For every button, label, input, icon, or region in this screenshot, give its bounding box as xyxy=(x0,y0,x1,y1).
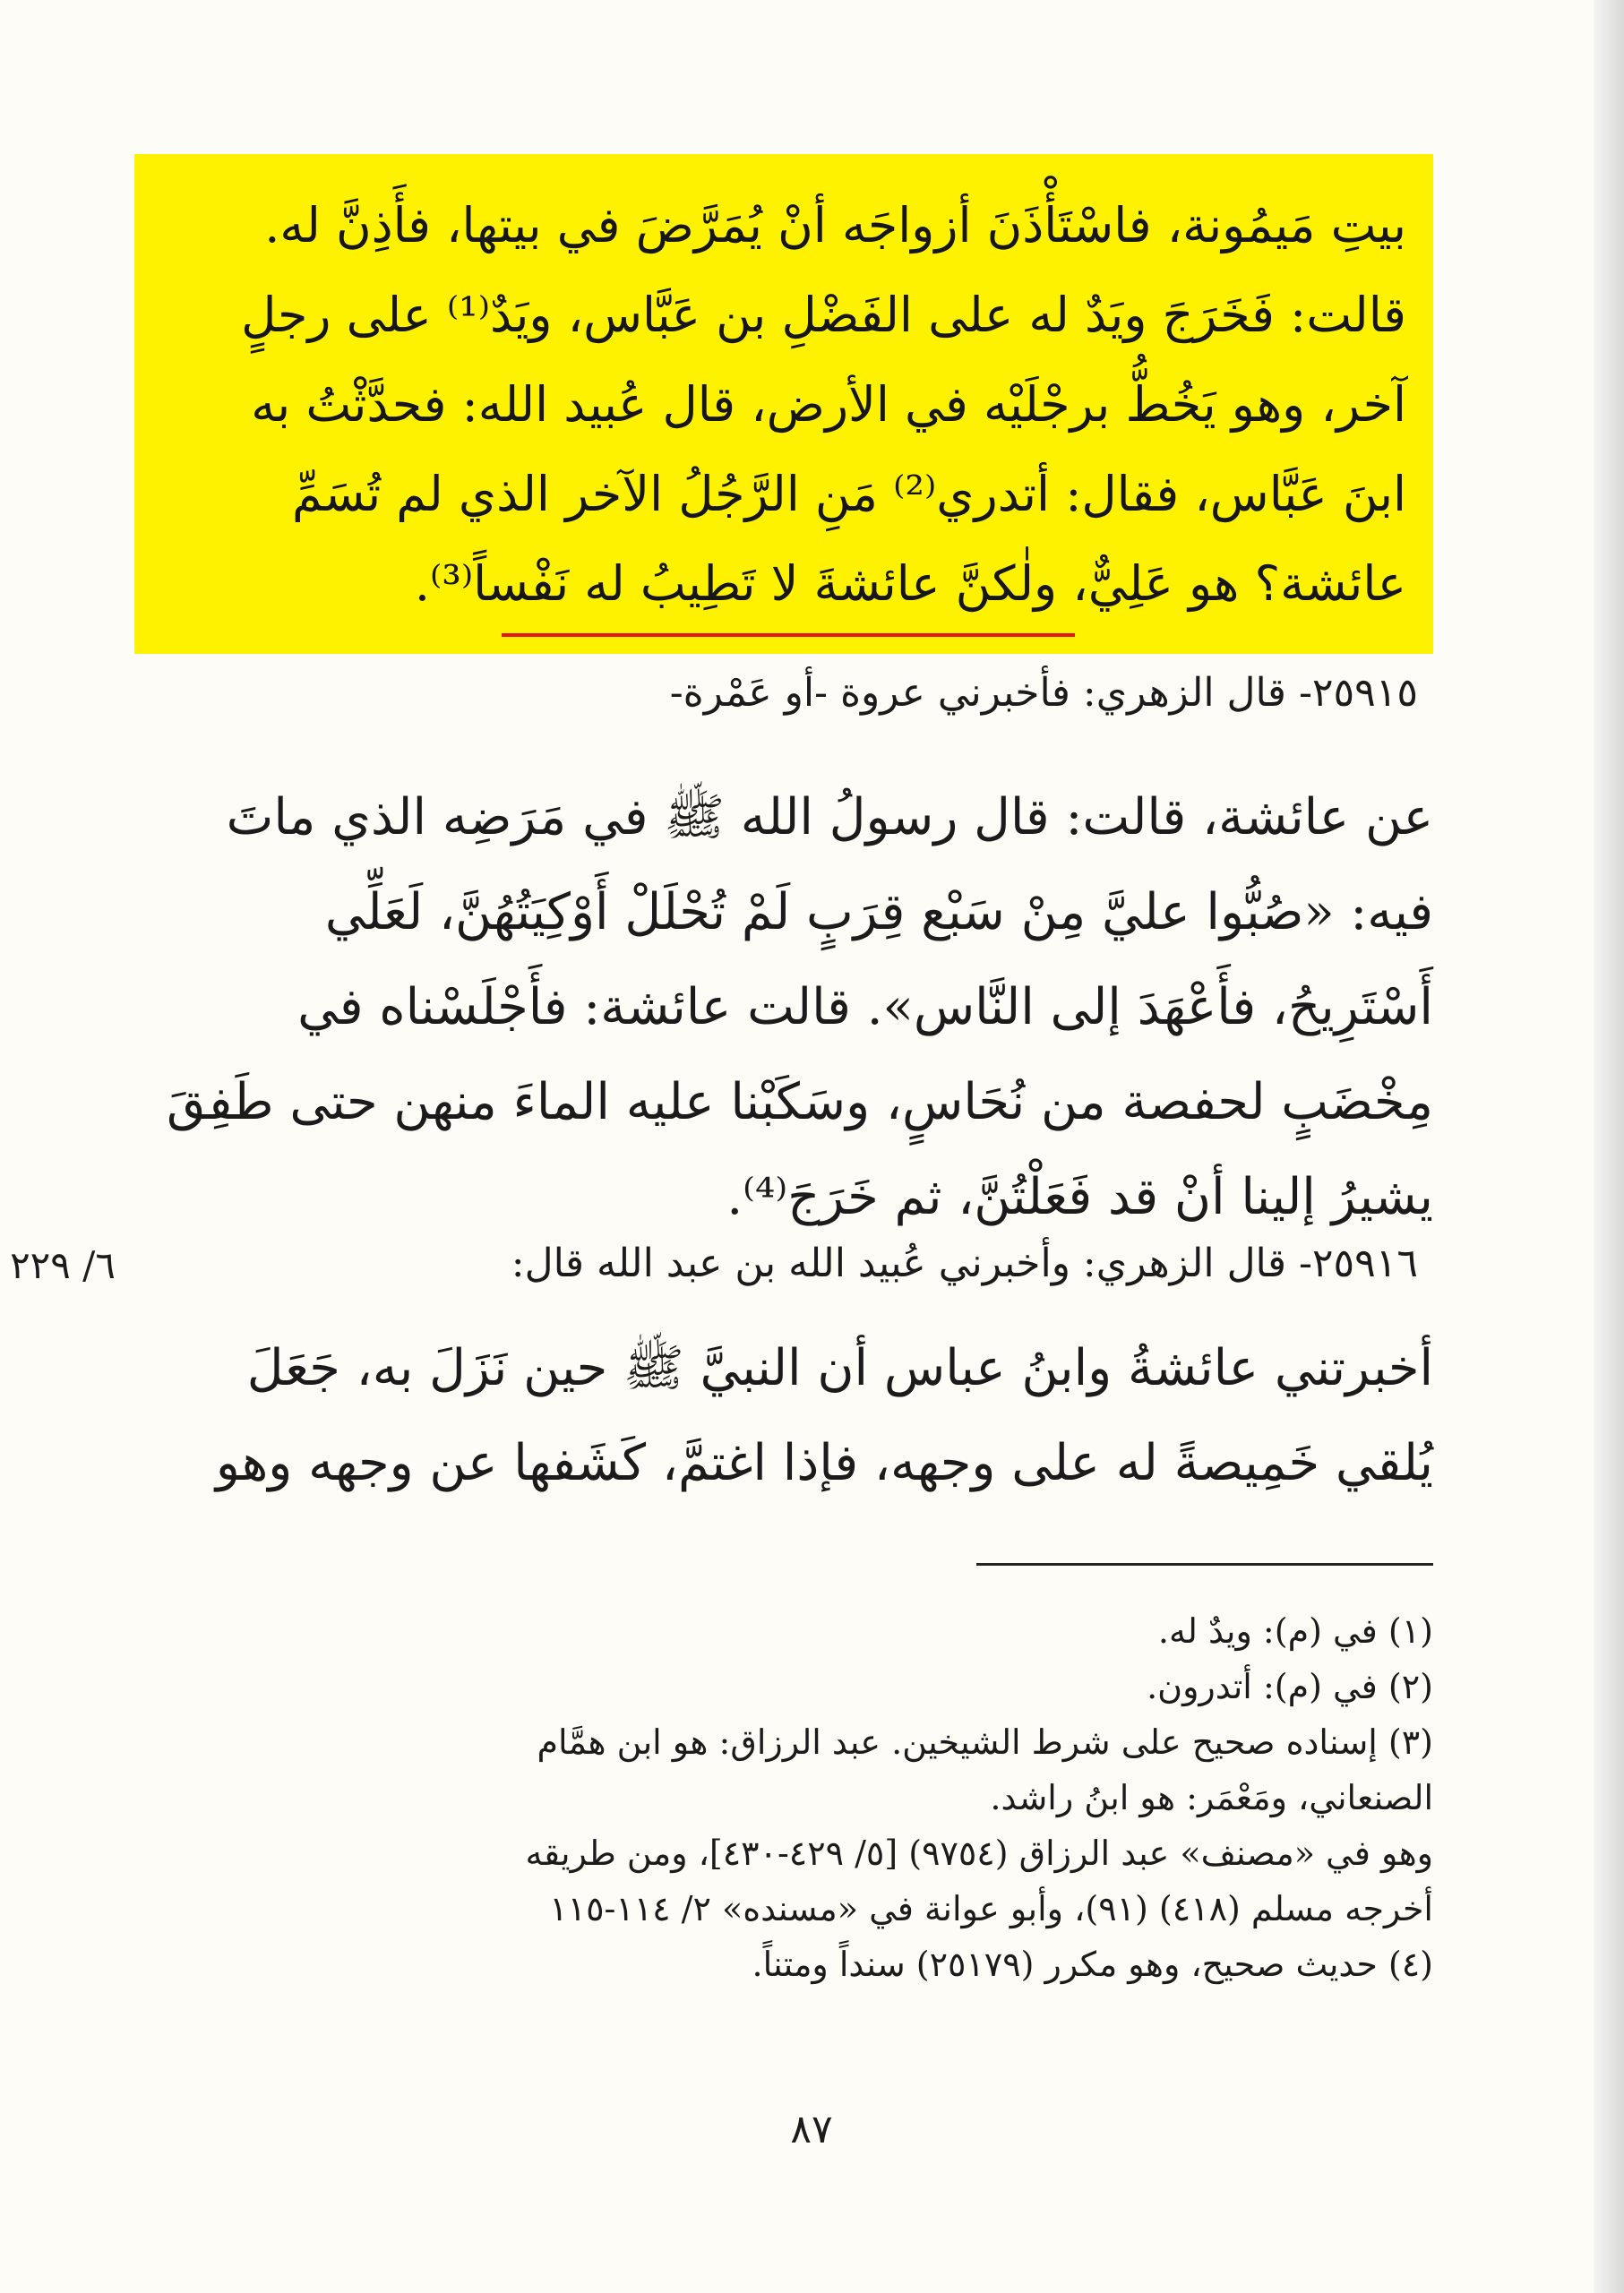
body-line: يشيرُ إلينا أنْ قد فَعَلْتُنَّ، ثم خَرَجَ⁽⁴⁾. xyxy=(726,1168,1433,1226)
hadith-heading-25915: ٢٥٩١٥- قال الزهري: فأخبرني عروة -أو عَمْرة- xyxy=(669,670,1418,716)
hadith-body-25915 xyxy=(166,770,1433,1245)
hadith-body-25916 xyxy=(179,1321,1433,1511)
highlight-line: آخر، وهو يَخُطُّ برجْلَيْه في الأرض، قال عُبيد الله: فحدَّثْتُ به xyxy=(251,376,1406,433)
footnote-line: وهو في «مصنف» عبد الرزاق (٩٧٥٤) [٥/ ٤٢٩-٤٣٠]، ومن طريقه xyxy=(525,1834,1433,1873)
highlight-line: بيتِ مَيمُونة، فاسْتَأْذَنَ أزواجَه أنْ يُمَرَّضَ في بيتها، فأَذِنَّ له. xyxy=(264,197,1406,253)
page-number: ٨٧ xyxy=(790,2107,833,2152)
footnotes xyxy=(179,1603,1433,1992)
footnote-line: أخرجه مسلم (٤١٨) (٩١)، وأبو عوانة في «مسنده» ٢/ ١١٤-١١٥ xyxy=(549,1889,1433,1928)
footnote-line: (٣) إسناده صحيح على شرط الشيخين. عبد الرزاق: هو ابن همَّام xyxy=(537,1722,1433,1762)
page-gutter-shadow xyxy=(1594,0,1624,2293)
body-line: يُلقي خَمِيصةً له على وجهه، فإذا اغتمَّ، كَشَفها عن وجهه وهو xyxy=(215,1434,1433,1492)
footnote-line: (١) في (م): ويدٌ له. xyxy=(1157,1611,1433,1651)
body-line: مِخْضَبٍ لحفصة من نُحَاسٍ، وسَكَبْنا عليه الماءَ منهن حتى طَفِقَ xyxy=(166,1073,1433,1131)
body-line: عن عائشة، قالت: قال رسولُ الله ﷺ في مَرَضِه الذي ماتَ xyxy=(226,788,1433,846)
footnote-line: (٤) حديث صحيح، وهو مكرر (٢٥١٧٩) سنداً ومتناً. xyxy=(752,1945,1433,1984)
red-underline xyxy=(502,633,1075,637)
highlight-line: عائشة؟ هو عَلِيٌّ، ولٰكنَّ عائشةَ لا تَطِيبُ له نَفْساً⁽³⁾. xyxy=(414,555,1406,612)
hadith-heading-25916: ٢٥٩١٦- قال الزهري: وأخبرني عُبيد الله بن عبد الله قال: xyxy=(511,1241,1418,1286)
margin-reference: ٦/ ٢٢٩ xyxy=(10,1243,116,1287)
highlighted-passage xyxy=(134,154,1433,654)
body-line: أَسْتَرِيحُ، فأَعْهَدَ إلى النَّاس». قالت عائشة: فأَجْلَسْناه في xyxy=(297,978,1433,1036)
highlight-line: قالت: فَخَرَجَ ويَدٌ له على الفَضْلِ بن عَبَّاس، ويَدٌ⁽¹⁾ على رجلٍ xyxy=(241,287,1406,343)
body-line: أخبرتني عائشةُ وابنُ عباس أن النبيَّ ﷺ حين نَزَلَ به، جَعَلَ xyxy=(246,1339,1433,1397)
body-line: فيه: «صُبُّوا عليَّ مِنْ سَبْع قِرَبٍ لَمْ تُحْلَلْ أَوْكِيَتُهُنَّ، لَعَلِّي xyxy=(324,883,1433,941)
highlight-line: ابنَ عَبَّاس، فقال: أتدري⁽²⁾ مَنِ الرَّجُلُ الآخر الذي لم تُسَمِّ xyxy=(292,466,1406,522)
footnote-divider xyxy=(976,1563,1433,1566)
footnote-line: (٢) في (م): أتدرون. xyxy=(1147,1667,1433,1706)
footnote-line: الصنعاني، ومَعْمَر: هو ابنُ راشد. xyxy=(990,1778,1433,1817)
